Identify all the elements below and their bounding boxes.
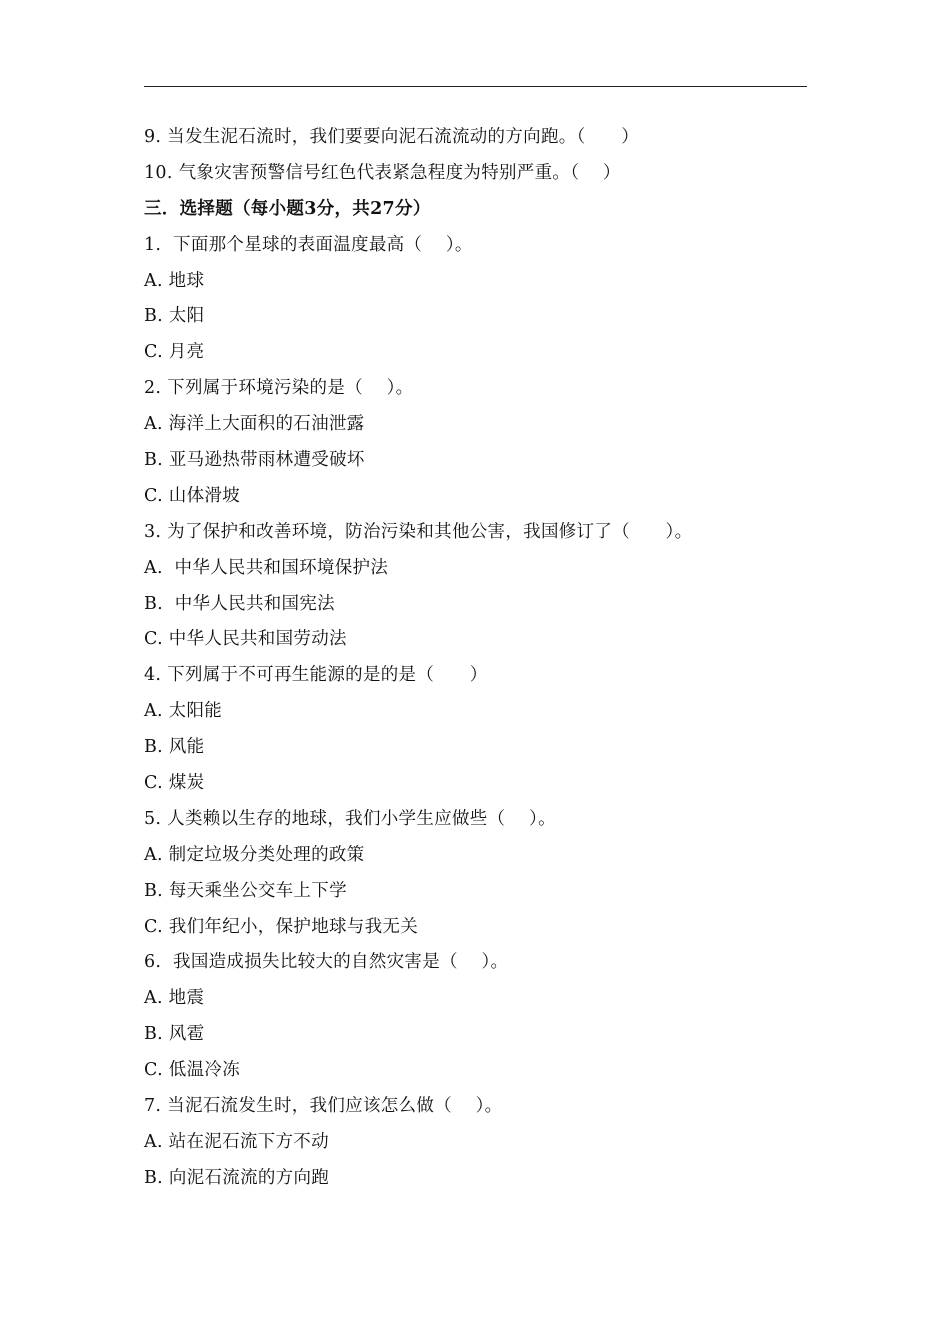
option-a: A. 中华人民共和国环境保护法 [144, 557, 389, 578]
question-stem: 2. 下列属于环境污染的是（ ）。 [144, 378, 414, 399]
question-stem: 3. 为了保护和改善环境，防治污染和其他公害，我国修订了（ ）。 [144, 521, 693, 542]
option-b: B. 风雹 [144, 1024, 205, 1045]
document-body [144, 120, 807, 1197]
tf-item-10: 10. 气象灾害预警信号红色代表紧急程度为特别严重。（ ） [144, 162, 621, 183]
question-stem: 7. 当泥石流发生时，我们应该怎么做（ ）。 [144, 1096, 503, 1117]
option-c: C. 中华人民共和国劳动法 [144, 629, 347, 650]
option-a: A. 海洋上大面积的石油泄露 [144, 414, 365, 435]
header-rule [144, 86, 807, 87]
option-a: A. 站在泥石流下方不动 [144, 1131, 329, 1152]
question-stem: 1. 下面那个星球的表面温度最高（ ）。 [144, 234, 473, 255]
section-heading: 三．选择题（每小题3分，共27分） [144, 198, 431, 219]
option-c: C. 低温冷冻 [144, 1060, 240, 1081]
question-stem: 6. 我国造成损失比较大的自然灾害是（ ）。 [144, 952, 509, 973]
option-a: A. 制定垃圾分类处理的政策 [144, 844, 365, 865]
option-c: C. 煤炭 [144, 773, 205, 794]
option-b: B. 亚马逊热带雨林遭受破坏 [144, 450, 365, 471]
question-stem: 5. 人类赖以生存的地球，我们小学生应做些（ ）。 [144, 808, 556, 829]
option-a: A. 太阳能 [144, 701, 223, 722]
option-a: A. 地球 [144, 270, 205, 291]
option-c: C. 我们年纪小，保护地球与我无关 [144, 916, 418, 937]
tf-item-9: 9. 当发生泥石流时，我们要要向泥石流流动的方向跑。（ ） [144, 127, 640, 147]
option-b: B. 风能 [144, 737, 205, 758]
option-b: B. 太阳 [144, 306, 205, 327]
option-b: B. 每天乘坐公交车上下学 [144, 880, 347, 901]
option-b: B. 向泥石流流的方向跑 [144, 1167, 330, 1188]
option-c: C. 月亮 [144, 342, 205, 363]
option-c: C. 山体滑坡 [144, 485, 240, 506]
question-stem: 4. 下列属于不可再生能源的是的是（ ） [144, 665, 488, 686]
option-b: B. 中华人民共和国宪法 [144, 593, 335, 614]
option-a: A. 地震 [144, 988, 205, 1009]
